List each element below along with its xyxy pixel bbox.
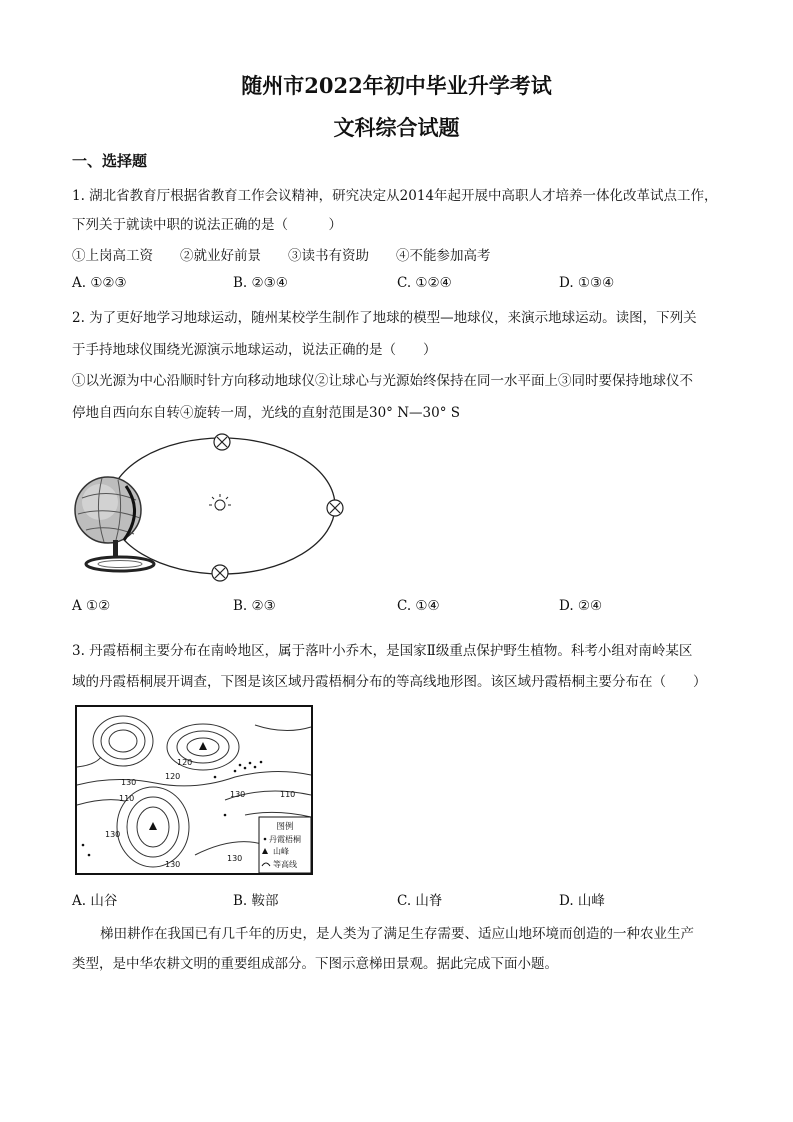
q2-stem-line1: 2. 为了更好地学习地球运动，随州某校学生制作了地球的模型—地球仪，来演示地球运动。读图，下列关 (72, 310, 697, 326)
q2-stem-line4: 停地自西向东自转④旋转一周，光线的直射范围是30° N—30° S (72, 405, 460, 421)
globe-orbit-figure (72, 428, 352, 590)
q1-stem-line2: 下列关于就读中职的说法正确的是（ ） (72, 217, 342, 233)
q2-option-d[interactable]: D. ②④ (559, 598, 603, 614)
q2-option-b[interactable]: B. ②③ (233, 598, 276, 614)
legend-item-contour: 等高线 (273, 860, 297, 869)
contour-label: 110 (119, 794, 135, 803)
contour-label: 110 (280, 790, 296, 799)
q3-stem-line2: 域的丹霞梧桐展开调查，下图是该区域丹霞梧桐分布的等高线地形图。该区域丹霞梧桐主要分布在（ ） (72, 674, 707, 690)
q2-option-c[interactable]: C. ①④ (397, 598, 440, 614)
passage-line1: 梯田耕作在我国已有几千年的历史，是人类为了满足生存需要、适应山地环境而创造的一种农业生产 (100, 926, 694, 942)
q3-option-a[interactable]: A. 山谷 (72, 893, 118, 909)
legend-item-tree: 丹霞梧桐 (269, 835, 301, 844)
contour-label: 130 (105, 830, 121, 839)
q3-option-d[interactable]: D. 山峰 (559, 893, 605, 909)
q1-option-a[interactable]: A. ①②③ (72, 275, 127, 291)
q1-option-d[interactable]: D. ①③④ (559, 275, 615, 291)
q1-option-b[interactable]: B. ②③④ (233, 275, 288, 291)
q2-option-a[interactable]: A ①② (72, 598, 111, 614)
q3-option-b[interactable]: B. 鞍部 (233, 893, 279, 909)
contour-label: 130 (121, 778, 137, 787)
orbit-ellipse (109, 438, 335, 574)
orbit-marker-top (214, 434, 230, 450)
q2-stem-line2: 于手持地球仪围绕光源演示地球运动，说法正确的是（ ） (72, 342, 437, 358)
legend-item-peak: 山峰 (273, 847, 289, 856)
contour-label: 130 (165, 860, 181, 869)
q3-option-c[interactable]: C. 山脊 (397, 893, 443, 909)
contour-label: 120 (165, 772, 181, 781)
contour-label: 120 (177, 758, 193, 767)
orbit-marker-right (327, 500, 343, 516)
q1-option-c[interactable]: C. ①②④ (397, 275, 452, 291)
section-heading: 一、选择题 (72, 152, 148, 170)
contour-label: 130 (227, 854, 243, 863)
q1-statements: ①上岗高工资 ②就业好前景 ③读书有资助 ④不能参加高考 (72, 248, 491, 264)
contour-label: 130 (230, 790, 246, 799)
globe-icon (75, 477, 154, 571)
q3-stem-line1: 3. 丹霞梧桐主要分布在南岭地区，属于落叶小乔木，是国家Ⅱ级重点保护野生植物。科考小组对南岭某区 (72, 643, 693, 659)
orbit-marker-bottom (212, 565, 228, 581)
passage-line2: 类型，是中华农耕文明的重要组成部分。下图示意梯田景观。据此完成下面小题。 (72, 956, 558, 972)
light-bulb-icon (209, 494, 231, 510)
doc-subtitle: 文科综合试题 (333, 115, 460, 140)
doc-title: 随州市2022年初中毕业升学考试 (241, 73, 552, 98)
legend-title: 图例 (276, 822, 294, 832)
q2-stem-line3: ①以光源为中心沿顺时针方向移动地球仪②让球心与光源始终保持在同一水平面上③同时要保持地球仪不 (72, 373, 693, 389)
contour-map-figure (75, 705, 313, 875)
map-legend (259, 817, 311, 873)
q1-stem-line1: 1. 湖北省教育厅根据省教育工作会议精神，研究决定从2014年起开展中高职人才培养一体化改革试点工作， (72, 188, 718, 204)
